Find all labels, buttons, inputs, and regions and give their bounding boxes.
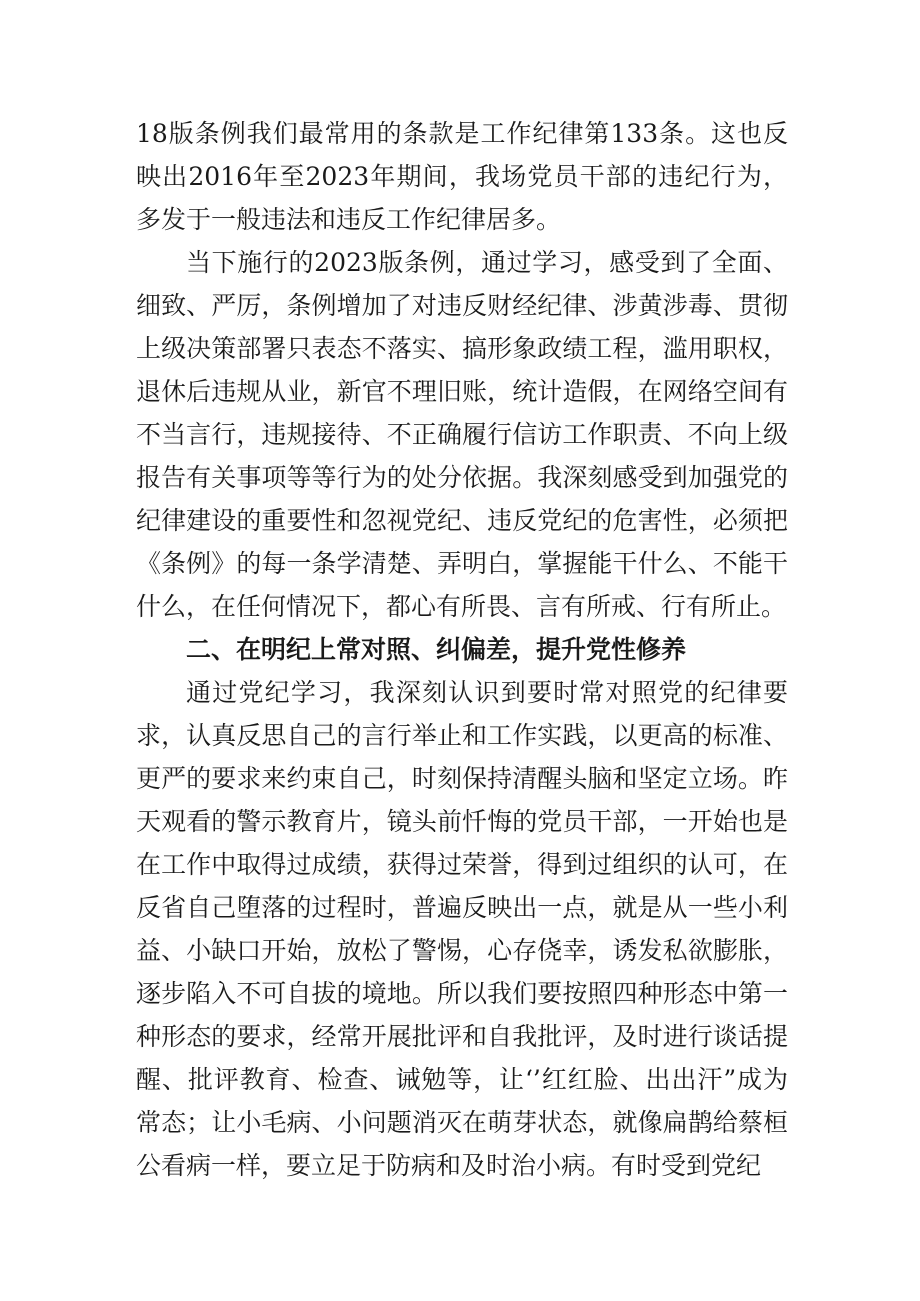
paragraph-discipline-study: 通过党纪学习，我深刻认识到要时常对照党的纪律要求，认真反思自己的言行举止和工作实践，以更高的标准、更严的要求来约束自己，时刻保持清醒头脑和坚定立场。昨天观看的警示教育片，镜头前忏悔的党员干部，一开始也是在工作中取得过成绩，获得过荣誉，得到过组织的认可，在反省自己堕落的过程时，普遍反映出一点，就是从一些小利益、小缺口开始，放松了警惕，心存侥幸，诱发私欲膨胀，逐步陷入不可自拔的境地。所以我们要按照四种形态中第一种形态的要求，经常开展批评和自我批评，及时进行谈话提醒、批评教育、检查、诫勉等，让‘’红红脸、出出汗”成为常态；让小毛病、小问题消灭在萌芽状态，就像扁鹊给蔡桓公看病一样，要立足于防病和及时治小病。有时受到党纪 [136, 678, 788, 1180]
section-heading: 二、在明纪上常对照、纠偏差，提升党性修养 [186, 635, 687, 664]
paragraph-continuation: 18版条例我们最常用的条款是工作纪律第133条。这也反映出2016年至2023年期间，我场党员干部的违纪行为，多发于一般违法和违反工作纪律居多。 [136, 119, 788, 234]
paragraph-regulation-2023: 当下施行的2023版条例，通过学习，感受到了全面、细致、严厉，条例增加了对违反财经纪律、涉黄涉毒、贯彻上级决策部署只表态不落实、搞形象政绩工程，滥用职权，退休后违规从业，新官不理旧账，统计造假，在网络空间有不当言行，违规接待、不正确履行信访工作职责、不向上级报告有关事项等等行为的处分依据。我深刻感受到加强党的纪律建设的重要性和忽视党纪、违反党纪的危害性，必须把《条例》的每一条学清楚、弄明白，掌握能干什么、不能干什么，在任何情况下，都心有所畏、言有所戒、行有所止。 [136, 248, 788, 621]
document-body [136, 112, 788, 1187]
